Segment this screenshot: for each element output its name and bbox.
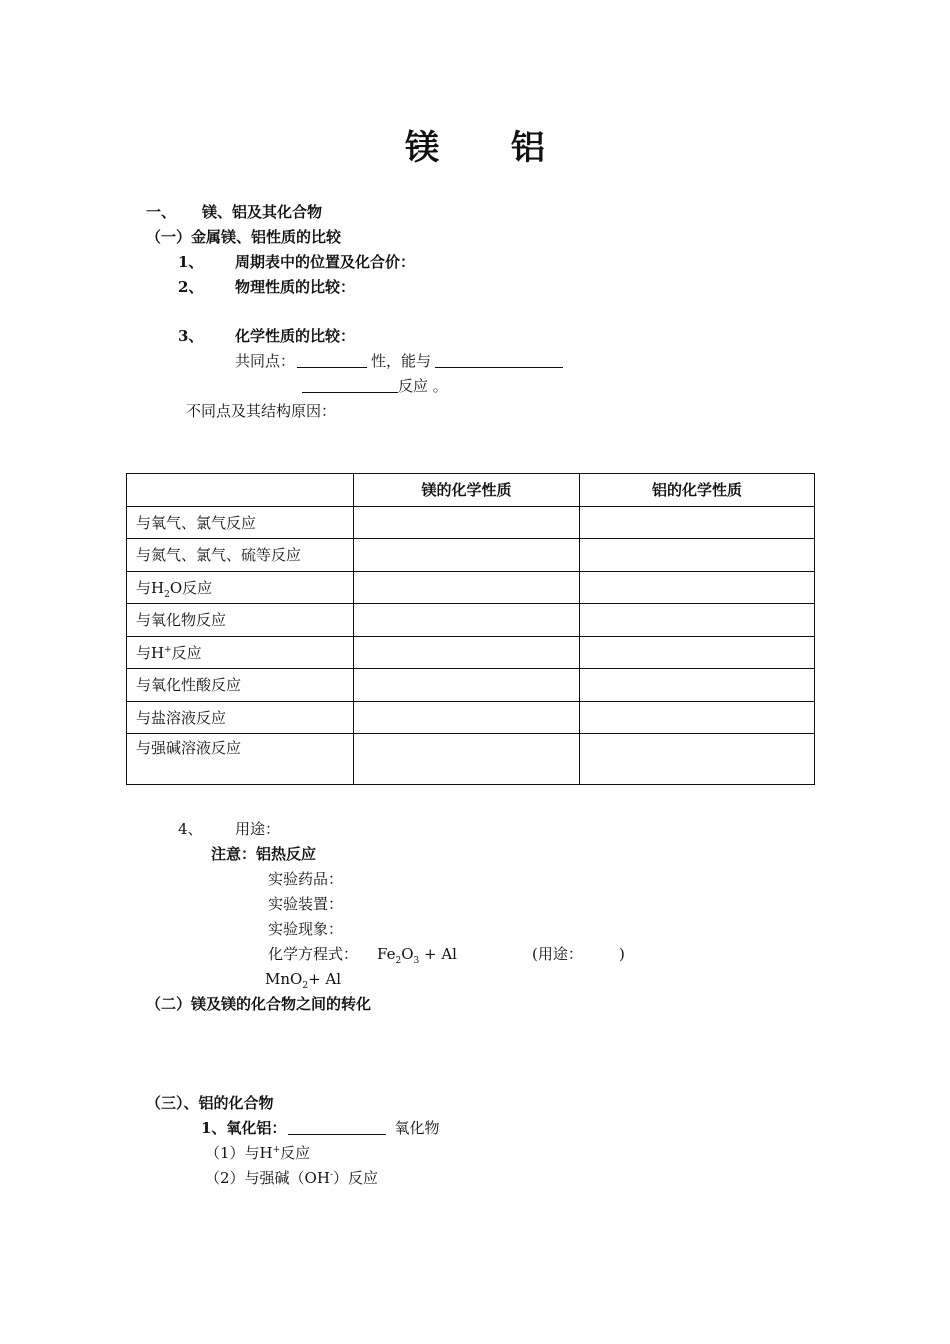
subsection-heading-1: （一）金属镁、铝性质的比较: [146, 228, 342, 246]
row-label: 与氧化物反应: [127, 604, 354, 637]
common-blank-1[interactable]: [297, 351, 367, 368]
table-row: [127, 636, 815, 669]
equation-2: MnO$_2$+ Al: [265, 970, 342, 991]
note-heading: 注意：铝热反应: [211, 845, 317, 863]
al-cell[interactable]: [580, 604, 815, 637]
mg-cell[interactable]: [354, 539, 580, 572]
table-row: [127, 701, 815, 734]
item-label-3: 化学性质的比较：: [235, 327, 356, 345]
table-row: [127, 539, 815, 572]
section-heading: 镁、铝及其化合物: [202, 203, 323, 221]
al-cell[interactable]: [580, 571, 815, 604]
mg-cell[interactable]: [354, 669, 580, 702]
table-header-al: 铝的化学性质: [580, 474, 815, 507]
al-cell[interactable]: [580, 669, 815, 702]
table-header-empty: [127, 474, 354, 507]
row-label: 与氮气、氯气、硫等反应: [127, 539, 354, 572]
item-label-2: 物理性质的比较：: [235, 278, 356, 296]
common-prefix: 共同点：: [235, 352, 296, 370]
common-points-line-2: [302, 376, 448, 396]
table-row: [127, 571, 815, 604]
item-number-2: 2、: [178, 278, 204, 296]
al-cell[interactable]: [580, 506, 815, 539]
mg-cell[interactable]: [354, 734, 580, 785]
exp-phenomenon: 实验现象：: [268, 920, 344, 938]
mg-cell[interactable]: [354, 571, 580, 604]
common-blank-3[interactable]: [302, 376, 398, 393]
use-close: ): [619, 945, 625, 963]
table-header-row: [127, 474, 815, 507]
row-label: 与$H_2O$反应: [127, 571, 354, 604]
mg-cell[interactable]: [354, 506, 580, 539]
item-label-4: 用途：: [235, 820, 281, 838]
mg-cell[interactable]: [354, 701, 580, 734]
common-blank-2[interactable]: [435, 351, 563, 368]
common-points-line: [235, 351, 563, 371]
alumina-item-1: （1）与H+反应: [205, 1144, 311, 1162]
subsection-heading-3: （三）、铝的化合物: [146, 1094, 274, 1112]
al-cell[interactable]: [580, 539, 815, 572]
table-row: [127, 734, 815, 785]
item-number-1: 1、: [178, 253, 204, 271]
common-suffix: 反应 。: [398, 377, 448, 395]
section-number: 一、: [146, 203, 177, 221]
exp-drugs: 实验药品：: [268, 870, 344, 888]
table-row: [127, 669, 815, 702]
item-number-3: 3、: [178, 327, 204, 345]
table-header-mg: 镁的化学性质: [354, 474, 580, 507]
exp-device: 实验装置：: [268, 895, 344, 913]
row-label: 与H+反应: [127, 636, 354, 669]
item-label-1: 周期表中的位置及化合价：: [235, 253, 416, 271]
table-row: [127, 604, 815, 637]
mg-cell[interactable]: [354, 636, 580, 669]
row-label: 与盐溶液反应: [127, 701, 354, 734]
alumina-item-2: （2）与强碱（OH-）反应: [205, 1169, 378, 1187]
alumina-suffix: 氧化物: [394, 1119, 440, 1137]
subsection-heading-2: （二）镁及镁的化合物之间的转化: [146, 995, 372, 1013]
row-label: 与强碱溶液反应: [127, 734, 354, 785]
al-cell[interactable]: [580, 734, 815, 785]
alumina-line: [201, 1118, 439, 1138]
table-row: [127, 506, 815, 539]
equation-1: $Fe_2O_3 + Al$: [377, 945, 457, 966]
row-label: 与氧化性酸反应: [127, 669, 354, 702]
alumina-label: 1、氧化铝：: [201, 1119, 287, 1137]
al-cell[interactable]: [580, 636, 815, 669]
alumina-blank[interactable]: [288, 1118, 386, 1135]
use-label: (用途：: [532, 945, 583, 963]
item-number-4: 4、: [178, 820, 203, 838]
exp-equation-label: 化学方程式：: [268, 945, 359, 963]
common-mid: 性，能与: [371, 352, 432, 370]
mg-cell[interactable]: [354, 604, 580, 637]
al-cell[interactable]: [580, 701, 815, 734]
row-label: 与氧气、氯气反应: [127, 506, 354, 539]
chemical-properties-table: [126, 473, 815, 785]
page-title: 镁 铝: [405, 128, 575, 168]
difference-label: 不同点及其结构原因：: [186, 402, 337, 420]
